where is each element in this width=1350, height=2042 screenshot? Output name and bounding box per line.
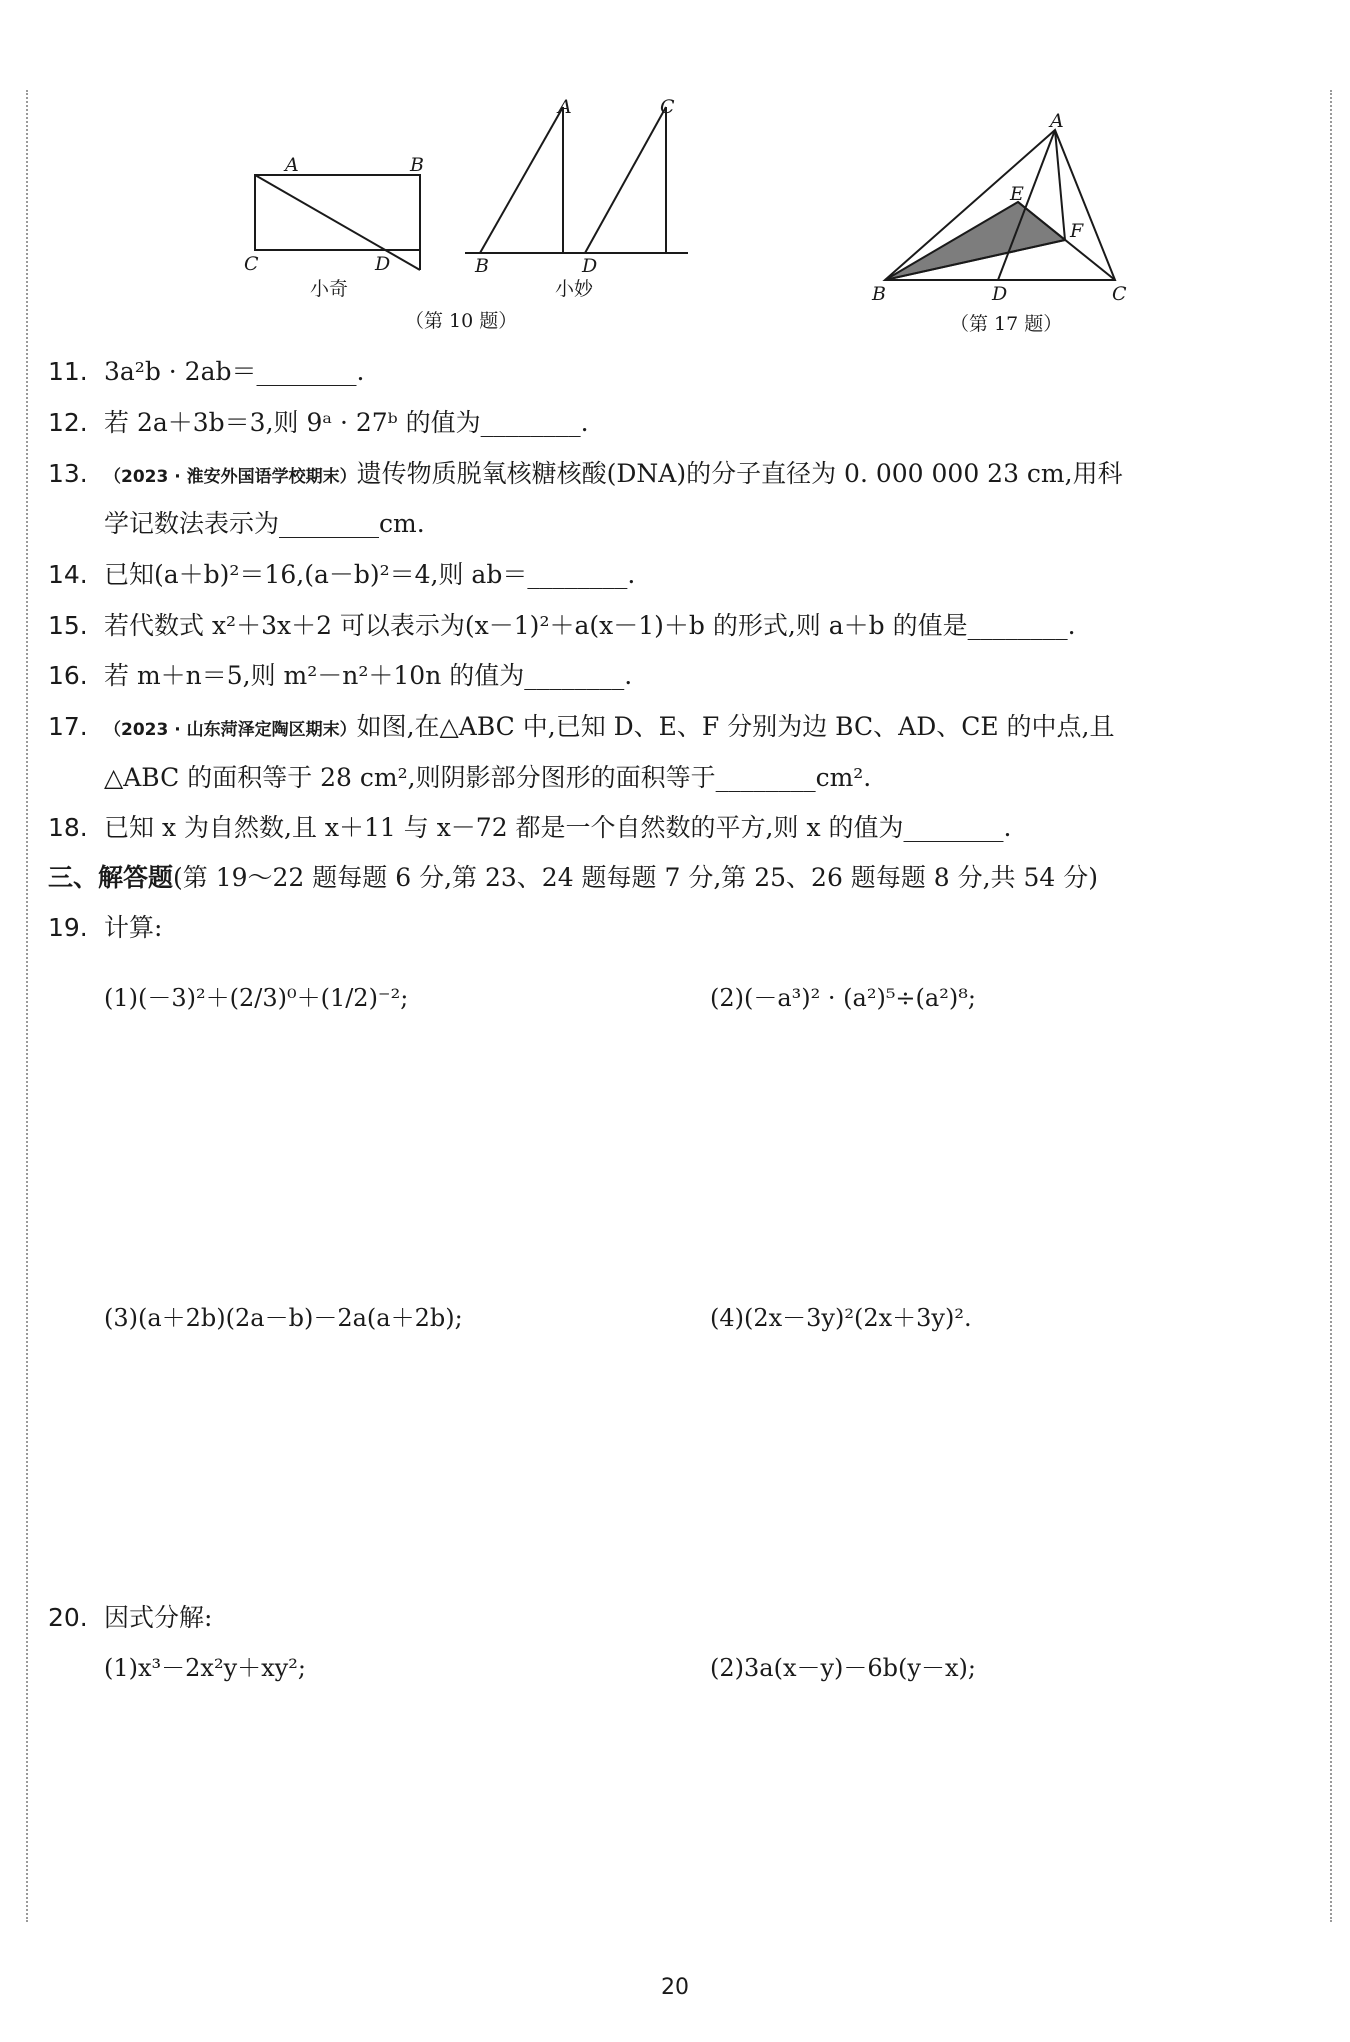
question-14 (48, 559, 1310, 591)
fig17-label-c: C (1112, 283, 1127, 305)
question-title: 因式分解: (104, 1603, 213, 1632)
question-18 (48, 812, 1310, 844)
left-binding-line (26, 90, 28, 1922)
question-text: 若 2a＋3b＝3,则 9ᵃ · 27ᵇ 的值为________. (104, 408, 589, 437)
question-16 (48, 660, 1310, 692)
question-17 (48, 711, 1310, 746)
question-number: 20. (48, 1603, 88, 1632)
q19-part-2: (2)(－a³)² · (a²)⁵÷(a²)⁸; (710, 984, 976, 1012)
question-source: （2023 · 淮安外国语学校期末） (104, 467, 357, 487)
question-source: （2023 · 山东菏泽定陶区期末） (104, 720, 357, 740)
q20-part-2: (2)3a(x－y)－6b(y－x); (710, 1654, 976, 1682)
fig10-right-label-b: B (475, 255, 489, 277)
question-17-continued: △ABC 的面积等于 28 cm²,则阴影部分图形的面积等于________cm². (104, 763, 872, 792)
fig10-left-label-d: D (375, 253, 391, 275)
figure-17 (870, 110, 1140, 350)
right-binding-line (1330, 90, 1332, 1922)
fig17-label-b: B (872, 283, 886, 305)
question-text: 已知(a＋b)²＝16,(a－b)²＝4,则 ab＝________. (104, 560, 636, 589)
fig10-left-label-b: B (410, 154, 424, 176)
question-number: 19. (48, 913, 88, 942)
question-number: 16. (48, 661, 88, 690)
question-number: 15. (48, 611, 88, 640)
question-text: 已知 x 为自然数,且 x＋11 与 x－72 都是一个自然数的平方,则 x 的值为________. (104, 813, 1012, 842)
question-text: 遗传物质脱氧核糖核酸(DNA)的分子直径为 0. 000 000 23 cm,用科 (356, 459, 1123, 488)
question-19 (48, 912, 1310, 944)
question-13 (48, 458, 1310, 493)
question-text: 3a²b · 2ab＝________. (104, 357, 365, 386)
question-11 (48, 356, 1310, 388)
q19-part-3: (3)(a＋2b)(2a－b)－2a(a＋2b); (104, 1304, 463, 1332)
page-number: 20 (661, 1975, 689, 2000)
question-number: 18. (48, 813, 88, 842)
section-3-heading (48, 862, 1310, 894)
question-number: 11. (48, 357, 88, 386)
question-12 (48, 407, 1310, 439)
question-title: 计算: (104, 913, 163, 942)
figure-17-diagram (870, 110, 1140, 350)
fig17-caption: （第 17 题） (950, 313, 1063, 335)
fig10-right-caption: 小妙 (555, 278, 594, 300)
fig17-label-f: F (1070, 220, 1084, 242)
question-number: 12. (48, 408, 88, 437)
fig10-right-label-a: A (558, 96, 572, 118)
question-number: 13. (48, 459, 88, 488)
section-note: (第 19～22 题每题 6 分,第 23、24 题每题 7 分,第 25、26 题每题 8 分,共 54 分) (173, 863, 1099, 892)
fig10-left-label-c: C (244, 253, 259, 275)
fig10-right-label-c: C (660, 96, 675, 118)
question-20 (48, 1602, 1310, 1634)
question-text: 如图,在△ABC 中,已知 D、E、F 分别为边 BC、AD、CE 的中点,且 (356, 712, 1115, 741)
section-title: 三、解答题 (48, 863, 174, 892)
fig10-left-caption: 小奇 (310, 278, 349, 300)
question-text: 若 m＋n＝5,则 m²－n²＋10n 的值为________. (104, 661, 633, 690)
q19-part-4: (4)(2x－3y)²(2x＋3y)². (710, 1304, 972, 1332)
figure-10 (230, 95, 710, 345)
figure-10-diagram (230, 95, 710, 345)
fig17-label-a: A (1050, 110, 1064, 132)
question-number: 17. (48, 712, 88, 741)
fig10-right-label-d: D (582, 255, 598, 277)
fig17-label-e: E (1010, 183, 1024, 205)
question-text: 若代数式 x²＋3x＋2 可以表示为(x－1)²＋a(x－1)＋b 的形式,则 a＋b 的值是________. (104, 611, 1076, 640)
fig10-caption: （第 10 题） (405, 310, 518, 332)
question-number: 14. (48, 560, 88, 589)
question-15 (48, 610, 1310, 642)
question-13-continued: 学记数法表示为________cm. (104, 509, 425, 538)
fig10-left-label-a: A (285, 154, 299, 176)
q20-part-1: (1)x³－2x²y＋xy²; (104, 1654, 306, 1682)
fig17-label-d: D (992, 283, 1008, 305)
q19-part-1: (1)(－3)²＋(2/3)⁰＋(1/2)⁻²; (104, 984, 409, 1012)
